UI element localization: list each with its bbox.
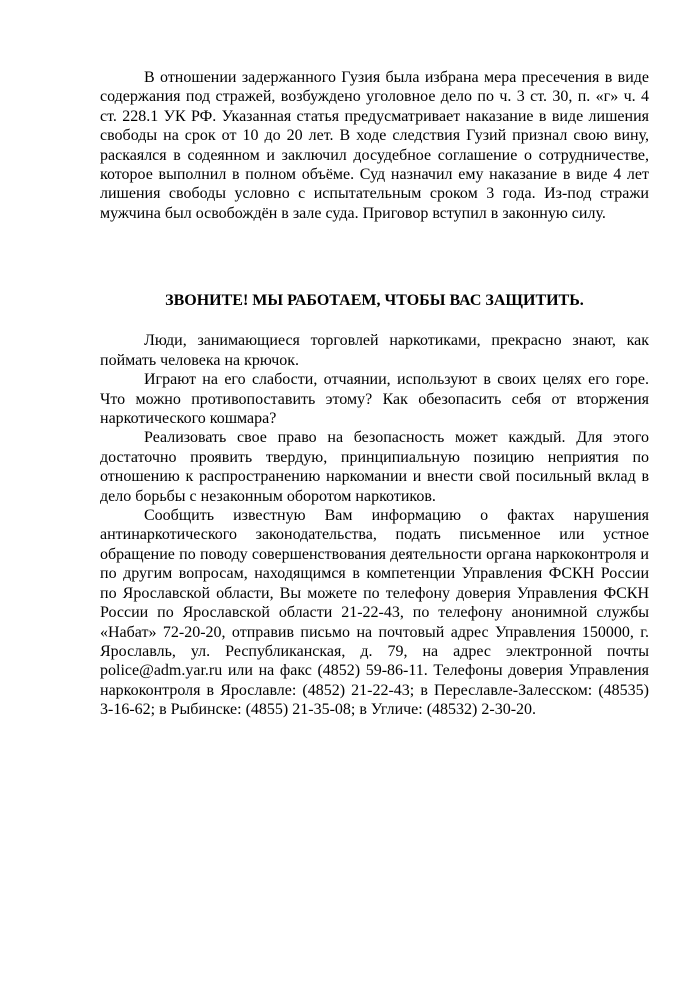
- contact-paragraph: Сообщить известную Вам информацию о фактах нарушения антинаркотического законодательства, подать письменное или устное обращение по поводу совершенствования деятельности органа наркоконтроля и по другим вопросам, находящимся в компетенции Управления ФСКН России по Ярославской области, Вы можете по телефону доверия Управления ФСКН России по Ярославской области 21-22-43, по телефону анонимной службы «Набат» 72-20-20, отправив письмо на почтовый адрес Управления 150000, г. Ярославль, ул. Республиканская, д. 79, на адрес электронной почты police@adm.yar.ru или на факс (4852) 59-86-11. Телефоны доверия Управления наркоконтроля в Ярославле: (4852) 21-22-43; в Переславле-Залесском: (48535) 3-16-62; в Рыбинске: (4855) 21-35-08; в Угличе: (48532) 2-30-20.: [100, 507, 649, 719]
- body-paragraph: Люди, занимающиеся торговлей наркотиками, прекрасно знают, как поймать человека на крючок.: [100, 332, 649, 369]
- body-paragraph: Реализовать свое право на безопасность может каждый. Для этого достаточно проявить твердую, принципиальную позицию неприятия по отношению к распространению наркомании и внести свой посильный вклад в дело борьбы с незаконным оборотом наркотиков.: [100, 429, 649, 505]
- case-paragraph: В отношении задержанного Гузия была избрана мера пресечения в виде содержания под стражей, возбуждено уголовное дело по ч. 3 ст. 30, п. «г» ч. 4 ст. 228.1 УК РФ. Указанная статья предусматривает наказание в виде лишения свободы на срок от 10 до 20 лет. В ходе следствия Гузий признал свою вину, раскаялся в содеянном и заключил досудебное соглашение о сотрудничестве, которое выполнил в полном объёме. Суд назначил ему наказание в виде 4 лет лишения свободы условно с испытательным сроком 3 года. Из-под стражи мужчина был освобождён в зале суда. Приговор вступил в законную силу.: [100, 69, 649, 222]
- case-section: [100, 68, 649, 223]
- section-heading: ЗВОНИТЕ! МЫ РАБОТАЕМ, ЧТОБЫ ВАС ЗАЩИТИТЬ.: [165, 292, 584, 309]
- body-paragraph: Играют на его слабости, отчаянии, используют в своих целях его горе. Что можно противопоставить этому? Как обезопасить себя от вторжения наркотического кошмара?: [100, 371, 649, 428]
- appeal-section: [100, 291, 649, 720]
